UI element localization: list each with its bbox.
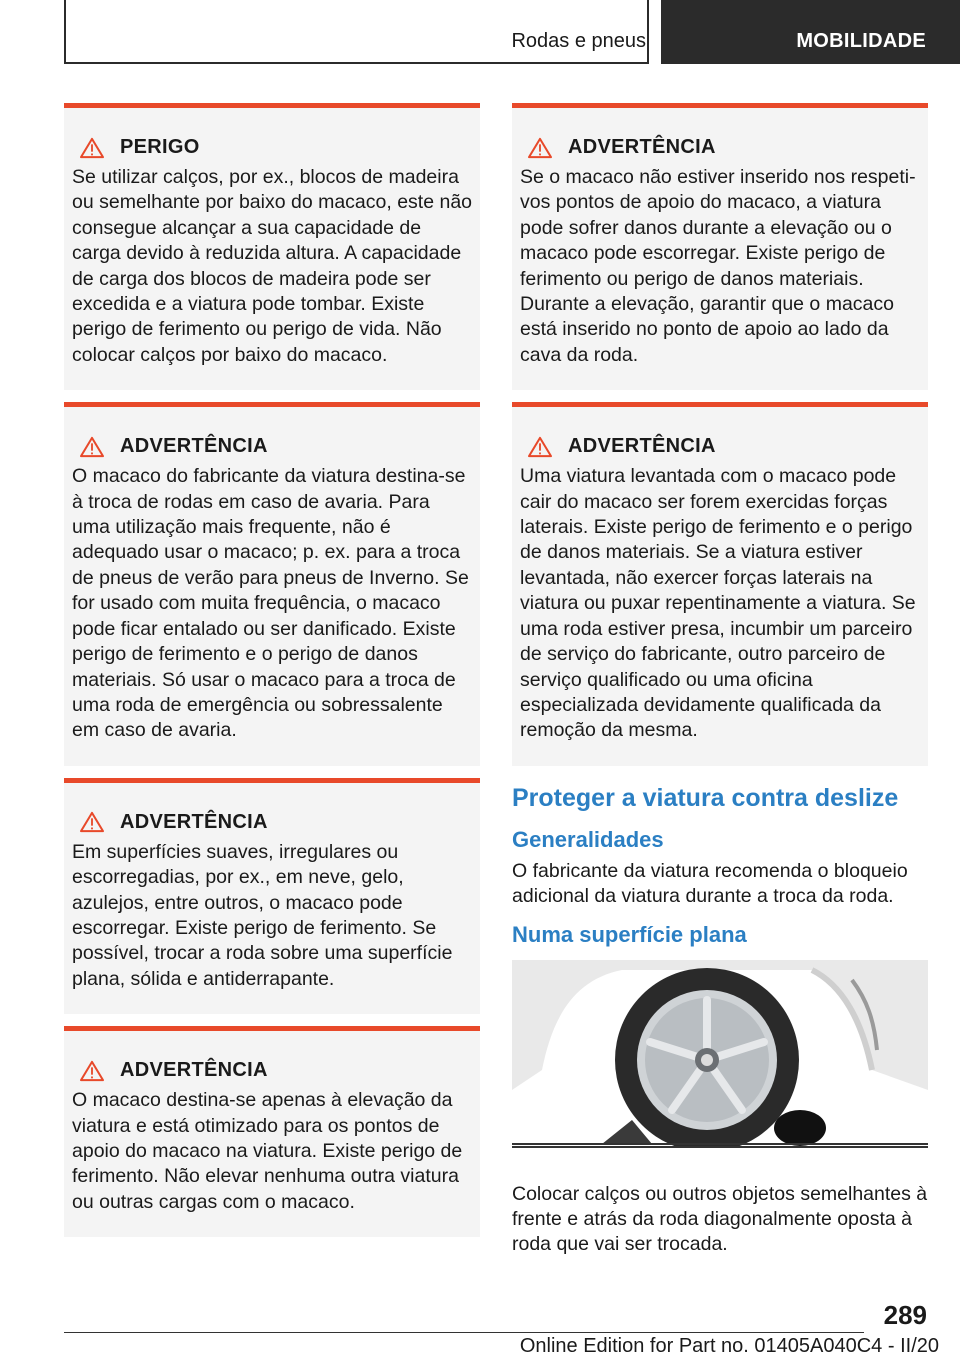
warning-box xyxy=(64,1026,480,1237)
warning-triangle-icon xyxy=(78,811,106,833)
warning-title: ADVERTÊNCIA xyxy=(120,1059,268,1082)
warning-text: O macaco destina-se apenas à elevação da viatura e está otimizado para os pontos de apoio do macaco na viatura. Existe perigo de ferimento. Não elevar nenhuma outra viatura ou outras cargas com o macaco. xyxy=(72,1089,463,1213)
warning-triangle-icon xyxy=(78,1060,106,1082)
section-title: Proteger a viatura contra deslize xyxy=(512,783,899,812)
warning-triangle-icon xyxy=(78,137,106,159)
warning-title: ADVERTÊNCIA xyxy=(568,136,716,158)
warning-title: ADVERTÊNCIA xyxy=(120,435,268,458)
warning-triangle-icon xyxy=(526,436,554,458)
warning-triangle-icon xyxy=(78,436,106,458)
warning-text: Se o macaco não estiver inserido nos respetivos pontos de apoio do macaco, a viatura pode sofrer danos durante a elevação ou o macaco pode escorregar. Existe perigo de ferimento ou perigo de danos materiais. Durante a elevação, garantir que o macaco está inserido no ponto de apoio ao lado da cava da roda. xyxy=(520,166,916,366)
body-text: O fabricante da viatura recomenda o bloqueio adicional da viatura durante a troca da roda. xyxy=(512,859,908,908)
header-chapter-tab xyxy=(661,0,960,64)
warning-box xyxy=(512,402,928,765)
warning-box xyxy=(64,778,480,1014)
left-column xyxy=(64,103,480,1249)
page-number: 289 xyxy=(883,1300,927,1330)
subsection-title: Generalidades xyxy=(512,826,664,852)
image-caption: Colocar calços ou outros objetos semelhantes à frente e atrás da roda diagonalmente oposta à roda que vai ser trocada. xyxy=(512,1182,928,1256)
footer-divider xyxy=(64,1332,864,1333)
warning-text: O macaco do fabricante da viatura destina-se à troca de rodas em caso de avaria. Para uma utilização mais frequente, não é adequado usar o macaco; p. ex. para a troca de pneus de verão para pneus de Inverno. Se for usado com muita frequência, o macaco pode ficar entalado ou ser danificado. Existe perigo de ferimento e o perigo de danos materiais. Só usar o macaco para a troca de uma roda de emergência ou sobressalente em caso de avaria. xyxy=(72,465,469,742)
warning-triangle-icon xyxy=(526,137,554,159)
footer-edition: Online Edition for Part no. 01405A040C4 - II/20 xyxy=(519,1335,939,1357)
warning-text: Uma viatura levantada com o macaco pode cair do macaco ser forem exercidas forças laterais. Existe perigo de ferimento e o perigo de danos materiais. Se a viatura estiver levantada, não exercer forças laterais na viatura ou puxar repentinamente a viatura. Se uma roda estiver presa, incumbir um parceiro de serviço do fabricante, outro parceiro de serviço qualificado ou uma oficina especializada devidamente qualificada da remoção da mesma. xyxy=(520,465,916,742)
warning-title: ADVERTÊNCIA xyxy=(568,435,716,458)
subsection-title: Numa superfície plana xyxy=(512,921,747,947)
right-column xyxy=(512,103,928,1258)
warning-box xyxy=(512,103,928,390)
header-section-title: Rodas e pneus xyxy=(511,30,646,52)
warning-title: PERIGO xyxy=(120,136,200,158)
danger-box xyxy=(64,103,480,390)
header-chapter-label: MOBILIDADE xyxy=(796,30,926,52)
warning-text: Em superfícies suaves, irregulares ou escorregadias, por ex., em neve, gelo, azulejos, entre outros, o macaco pode escorregar. Existe perigo de ferimento. Se possível, trocar a roda sobre uma superfície plana, sólida e antiderrapante. xyxy=(72,840,453,990)
warning-box xyxy=(64,402,480,765)
warning-title: ADVERTÊNCIA xyxy=(120,810,268,833)
car-wheel-image xyxy=(512,960,928,1146)
wheel-chock-illustration xyxy=(512,960,928,1148)
warning-text: Se utilizar calços, por ex., blocos de madeira ou semelhante por baixo do macaco, este não consegue alcançar a sua capacidade de carga devido à reduzida altura. A capacidade de carga dos blocos de madeira pode ser excedida e a viatura pode tombar. Existe perigo de ferimento ou perigo de vida. Não colocar calços por baixo do macaco. xyxy=(72,166,473,366)
